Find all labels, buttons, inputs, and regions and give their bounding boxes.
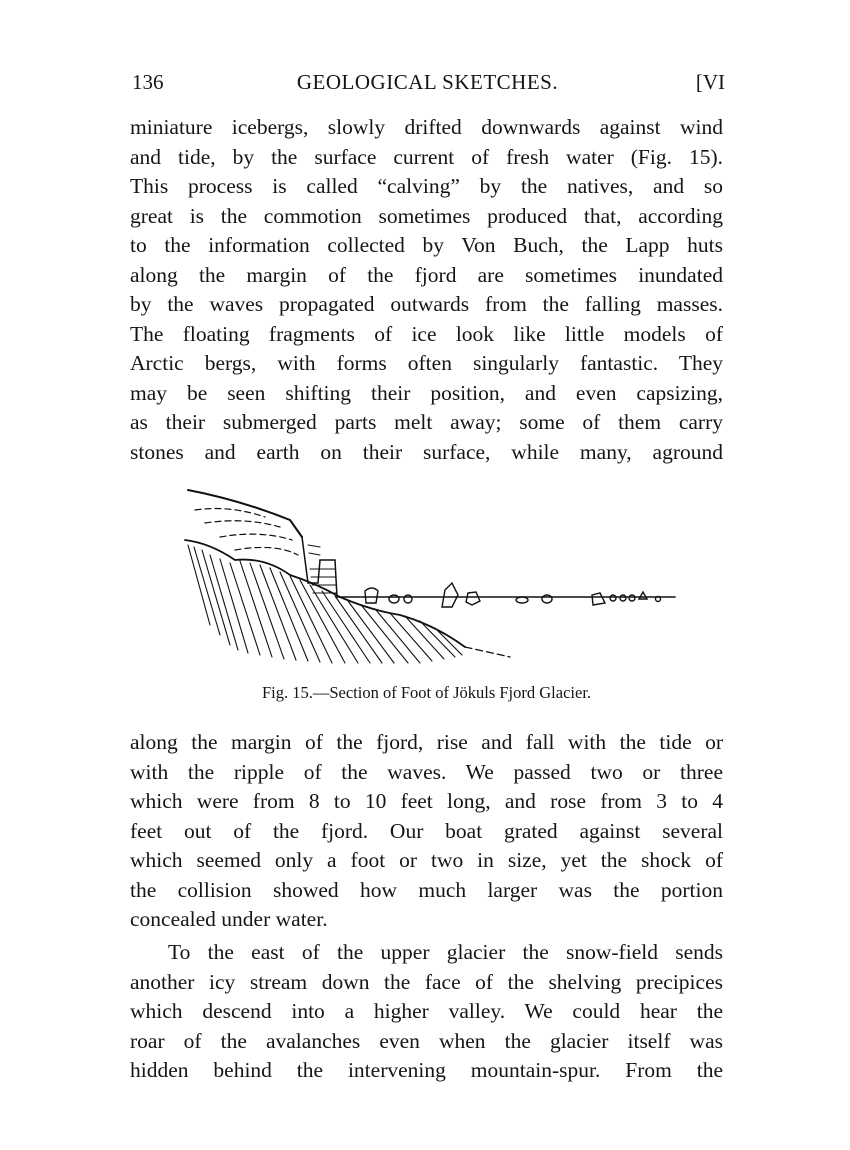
text-line: along the margin of the fjord are sometimes inundated (130, 262, 723, 287)
text-line: stones and earth on their surface, while many, aground (130, 439, 723, 464)
running-title: GEOLOGICAL SKETCHES. (296, 70, 559, 94)
iceberg (592, 593, 605, 605)
text-line: another icy stream down the face of the shelving precipices (130, 969, 723, 994)
ice-layer (205, 521, 280, 527)
text-line: feet out of the fjord. Our boat grated against several (130, 818, 723, 843)
glacier-surface (188, 490, 302, 537)
iceberg (639, 592, 647, 599)
figure-caption: Fig. 15.—Section of Foot of Jökuls Fjord Glacier. (261, 683, 592, 702)
iceberg (610, 595, 616, 601)
text-line: roar of the avalanches even when the glacier itself was (130, 1028, 723, 1053)
icebergs (365, 583, 661, 607)
ice-layer (235, 547, 298, 555)
text-line: as their submerged parts melt away; some of them carry (130, 410, 723, 434)
text-line: Arctic bergs, with forms often singularly fantastic. They (130, 351, 723, 375)
glacier-section-figure (180, 485, 690, 665)
iceberg (365, 588, 378, 603)
iceberg (629, 595, 635, 601)
text-line: which were from 8 to 10 feet long, and rose from 3 to 4 (130, 789, 723, 813)
text-line: great is the commotion sometimes produced that, according (130, 203, 723, 228)
text-line: and tide, by the surface current of fresh water (Fig. 15). (130, 144, 723, 169)
seafloor-dashed (465, 647, 510, 657)
text-line: which seemed only a foot or two in size, yet the shock of (130, 848, 723, 872)
text-line: concealed under water. (130, 907, 328, 931)
ice-layer (220, 534, 292, 540)
text-line: The floating fragments of ice look like little models of (130, 321, 723, 346)
text-line: to the information collected by Von Buch, the Lapp huts (130, 233, 723, 257)
rock-hatching (188, 545, 462, 663)
text-line: To the east of the upper glacier the snow-field sends (168, 940, 723, 964)
page-number: 136 (132, 70, 164, 94)
text-line: hidden behind the intervening mountain-spur. From the (130, 1058, 723, 1082)
iceberg (620, 595, 626, 601)
ice-cliff (302, 537, 337, 597)
text-line: This process is called “calving” by the natives, and so (130, 174, 723, 198)
text-line: along the margin of the fjord, rise and fall with the tide or (130, 730, 723, 754)
iceberg (466, 592, 480, 605)
iceberg (516, 597, 528, 603)
ice-banding (308, 545, 336, 593)
ice-layer (195, 509, 265, 517)
text-line: which descend into a higher valley. We could hear the (130, 999, 723, 1023)
chapter-marker: [VI (695, 70, 725, 94)
running-header (130, 70, 725, 100)
iceberg (442, 583, 458, 607)
text-line: with the ripple of the waves. We passed two or three (130, 759, 723, 784)
text-line: miniature icebergs, slowly drifted downwards against wind (130, 115, 723, 139)
text-line: by the waves propagated outwards from the falling masses. (130, 292, 723, 316)
text-line: the collision showed how much larger was the portion (130, 877, 723, 902)
text-line: may be seen shifting their position, and even capsizing, (130, 380, 723, 405)
